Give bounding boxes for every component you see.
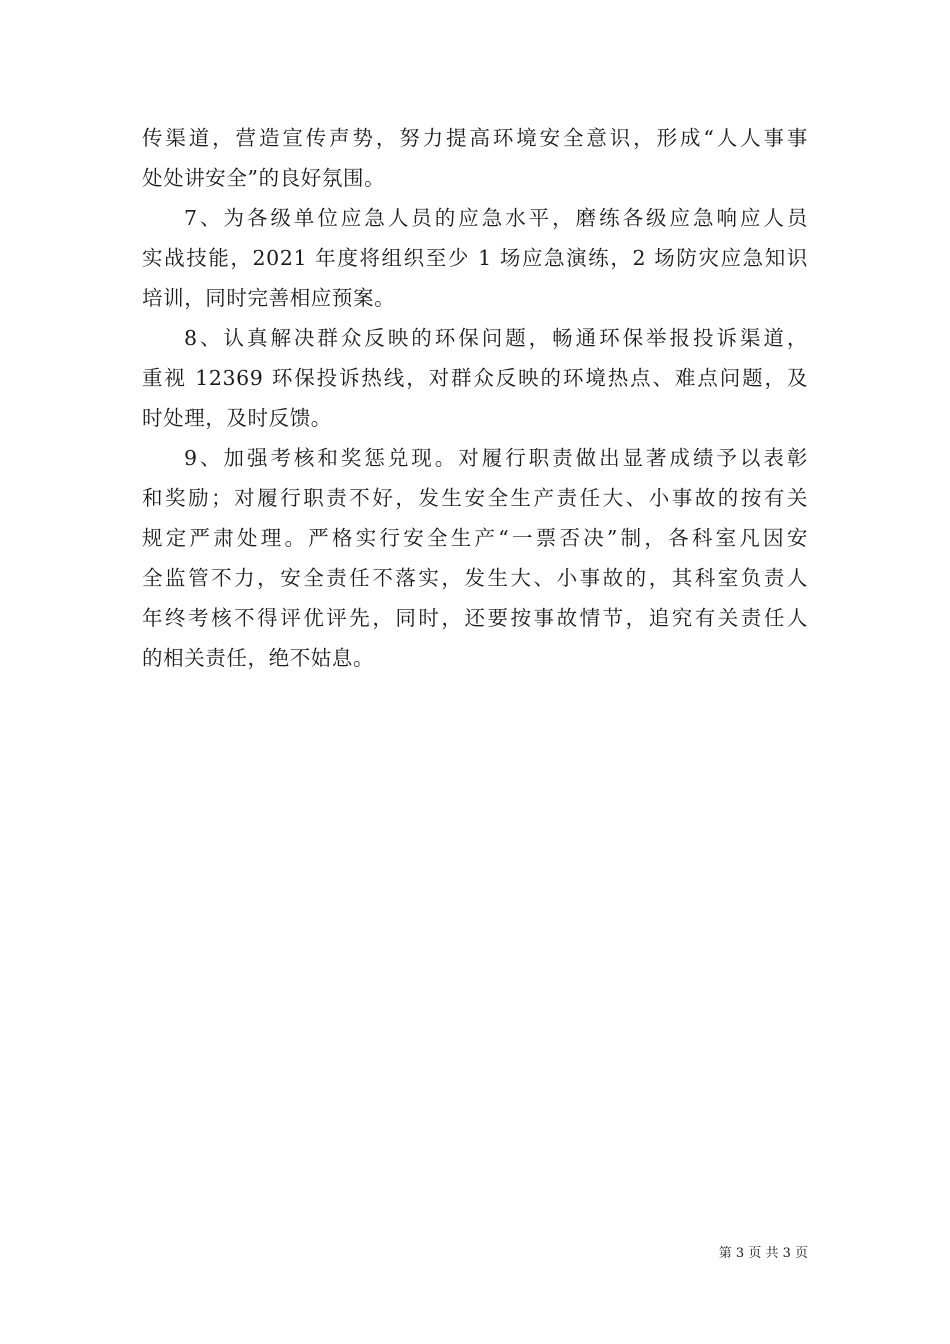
text-line: 全监管不力，安全责任不落实，发生大、小事故的，其科室负责人 [142, 566, 808, 590]
text-line: 8、认真解决群众反映的环保问题，畅通环保举报投诉渠道， [184, 326, 808, 350]
paragraph-continuation [142, 118, 808, 198]
text-line: 的相关责任，绝不姑息。 [142, 646, 375, 670]
text-line: 7、为各级单位应急人员的应急水平，磨练各级应急响应人员 [184, 206, 808, 230]
document-body [142, 118, 808, 678]
text-line: 实战技能，2021 年度将组织至少 1 场应急演练，2 场防灾应急知识 [142, 246, 808, 270]
paragraph-item-8 [142, 318, 808, 438]
text-line: 年终考核不得评优评先，同时，还要按事故情节，追究有关责任人 [142, 606, 808, 630]
text-line: 规定严肃处理。严格实行安全生产“一票否决”制，各科室凡因安 [142, 526, 808, 550]
page-number-footer: 第 3 页 共 3 页 [718, 1246, 808, 1261]
text-line: 处处讲安全”的良好氛围。 [142, 166, 386, 190]
text-line: 培训，同时完善相应预案。 [142, 286, 396, 310]
text-line: 9、加强考核和奖惩兑现。对履行职责做出显著成绩予以表彰 [184, 446, 808, 470]
text-line: 传渠道，营造宣传声势，努力提高环境安全意识，形成“人人事事 [142, 126, 808, 150]
paragraph-item-9 [142, 438, 808, 678]
text-line: 和奖励；对履行职责不好，发生安全生产责任大、小事故的按有关 [142, 486, 808, 510]
text-line: 时处理，及时反馈。 [142, 406, 332, 430]
text-line: 重视 12369 环保投诉热线，对群众反映的环境热点、难点问题，及 [142, 366, 808, 390]
paragraph-item-7 [142, 198, 808, 318]
